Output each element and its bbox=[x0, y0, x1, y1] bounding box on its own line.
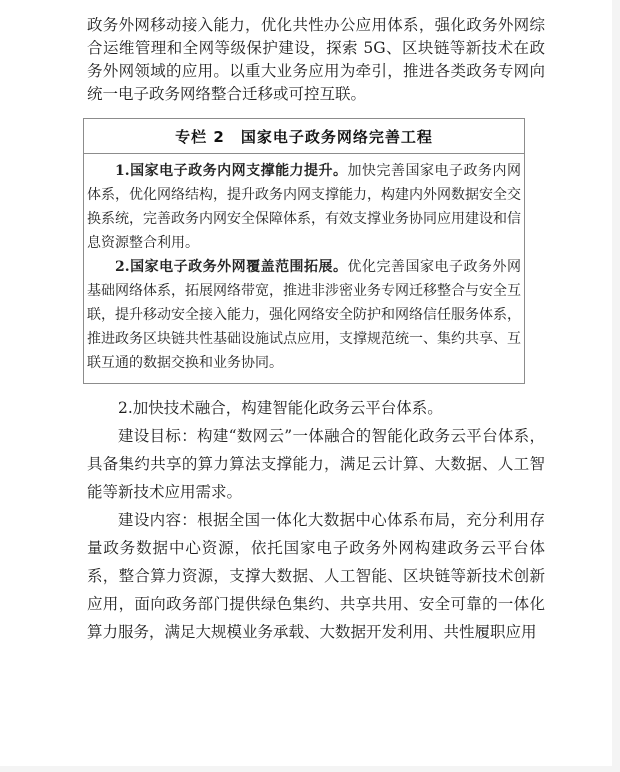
section-heading: 2.加快技术融合，构建智能化政务云平台体系。 bbox=[118, 399, 443, 417]
panel-column-2 bbox=[83, 118, 525, 384]
goal-paragraph bbox=[87, 422, 545, 506]
panel-body bbox=[84, 154, 524, 383]
page-content bbox=[87, 0, 545, 646]
panel-item-2-lead: 2.国家电子政务外网覆盖范围拓展。 bbox=[115, 259, 348, 275]
panel-item-1 bbox=[87, 159, 521, 255]
panel-item-1-text: 加快完善国家电子政务内网体系，优化网络结构，提升政务内网支撑能力，构建内外网数据安全交换系统，完善政务内网安全保障体系，有效支撑业务协同应用建设和信息资源整合利用。 bbox=[87, 163, 521, 251]
content-paragraph-lead: 建设内容： bbox=[118, 511, 198, 529]
panel-title: 专栏 2 国家电子政务网络完善工程 bbox=[84, 119, 524, 154]
goal-paragraph-text: 构建“数网云”一体融合的智能化政务云平台体系，具备集约共享的算力算法支撑能力，满足云计算、大数据、人工智能等新技术应用需求。 bbox=[87, 427, 545, 501]
content-paragraph-text: 根据全国一体化大数据中心体系布局，充分利用存量政务数据中心资源，依托国家电子政务外网构建政务云平台体系，整合算力资源，支撑大数据、人工智能、区块链等新技术创新应用，面向政务部门提供绿色集约、共享共用、安全可靠的一体化算力服务，满足大规模业务承载、大数据开发利用、共性履职应用 bbox=[87, 511, 545, 641]
panel-item-2 bbox=[87, 255, 521, 375]
content-paragraph bbox=[87, 506, 545, 646]
goal-paragraph-lead: 建设目标： bbox=[118, 427, 198, 445]
panel-item-2-text: 优化完善国家电子政务外网基础网络体系，拓展网络带宽，推进非涉密业务专网迁移整合与安全互联，提升移动安全接入能力，强化网络安全防护和网络信任服务体系，推进政务区块链共性基础设施试点应用，支撑规范统一、集约共享、互联互通的数据交换和业务协同。 bbox=[87, 259, 521, 371]
intro-paragraph: 政务外网移动接入能力，优化共性办公应用体系，强化政务外网综合运维管理和全网等级保护建设，探索 5G、区块链等新技术在政务外网领域的应用。以重大业务应用为牵引，推进各类政务专网向统一电子政务网络整合迁移或可控互联。 bbox=[87, 16, 545, 103]
panel-item-1-lead: 1.国家电子政务内网支撑能力提升。 bbox=[115, 163, 348, 179]
